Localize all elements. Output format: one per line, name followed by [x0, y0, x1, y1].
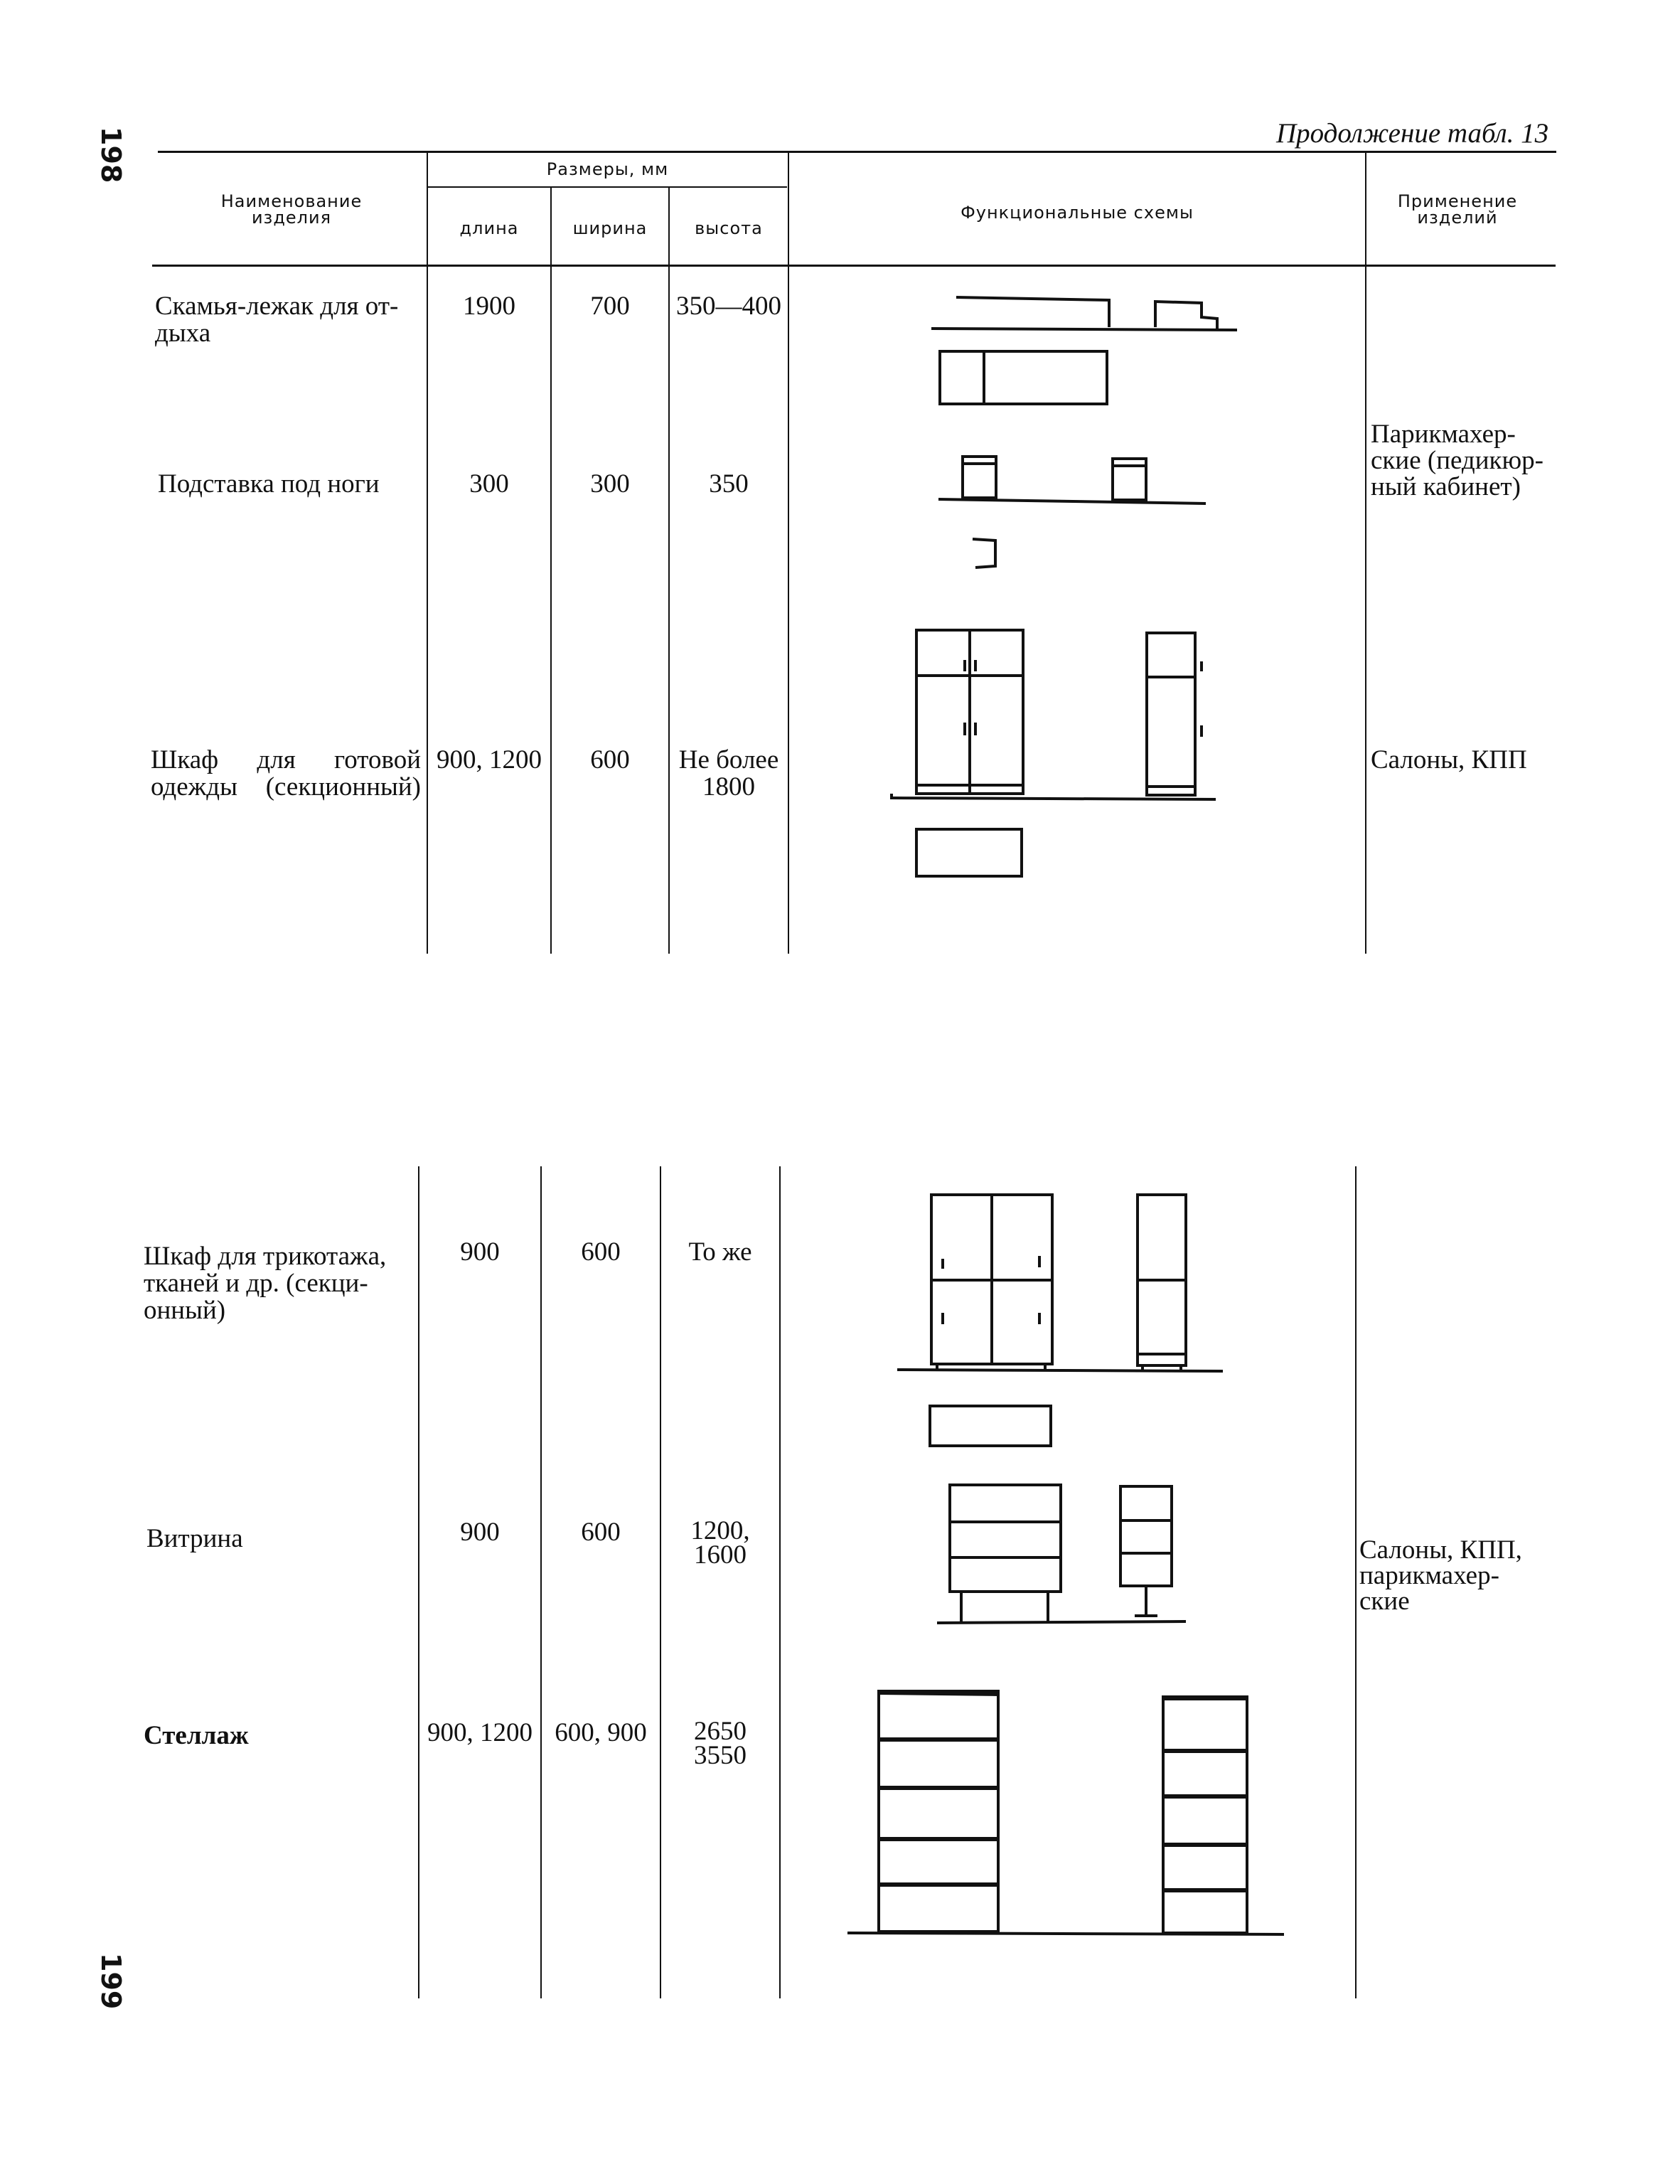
row-length: 900, 1200	[427, 1718, 533, 1747]
row-name: Витрина	[146, 1524, 243, 1553]
page-number-top: 198	[95, 127, 127, 183]
row-length: 1900	[463, 292, 515, 321]
row-length: 900, 1200	[437, 745, 542, 774]
row-name: Подставка под ноги	[158, 469, 380, 499]
knitwear-cabinet-scheme	[897, 1195, 1223, 1446]
row-length: 900	[460, 1518, 500, 1547]
row-height: 1200, 1600	[690, 1516, 750, 1570]
header-length: длина	[459, 218, 519, 238]
row-length: 900	[460, 1237, 500, 1267]
row-name: Скамья-лежак для от- дыха	[155, 292, 399, 348]
row-name: Шкаф для трикотажа, тканей и др. (секци- онный)	[144, 1242, 387, 1325]
row-height: То же	[688, 1237, 752, 1267]
usage-text: Салоны, КПП	[1371, 745, 1527, 774]
header-height: высота	[695, 218, 763, 238]
showcase-scheme	[937, 1485, 1186, 1623]
page-number-bottom: 199	[95, 1953, 127, 2010]
row-width: 700	[590, 292, 630, 321]
usage-text: Салоны, КПП, парикмахер- ские	[1359, 1535, 1522, 1616]
row-height: Не более 1800	[678, 745, 779, 801]
ready-clothes-cabinet-scheme	[892, 630, 1216, 876]
bench-scheme	[931, 297, 1237, 404]
header-name-col: Наименование изделия	[220, 191, 363, 228]
row-width: 600	[590, 745, 630, 774]
header-schemes: Функциональные схемы	[961, 203, 1194, 223]
row-height: 350—400	[676, 292, 781, 321]
row-width: 600, 900	[555, 1718, 647, 1747]
row-width: 600	[581, 1237, 621, 1267]
row-length: 300	[469, 469, 509, 499]
row-width: 300	[590, 469, 630, 499]
row-height: 350	[709, 469, 749, 499]
row-name: Стеллаж	[144, 1721, 249, 1750]
table-continuation-caption: Продолжение табл. 13	[1276, 118, 1549, 149]
usage-text: Парикмахер- ские (педикюр- ный кабинет)	[1371, 420, 1543, 501]
header-sizes-group: Размеры, мм	[546, 159, 669, 179]
foot-stool-scheme	[938, 457, 1206, 568]
row-name: Шкаф для готовой одежды (секционный)	[151, 745, 421, 801]
header-width: ширина	[572, 218, 648, 238]
row-width: 600	[581, 1518, 621, 1547]
shelving-scheme	[847, 1691, 1284, 1934]
header-usage: Применение изделий	[1397, 191, 1518, 228]
row-height: 2650 3550	[694, 1717, 747, 1770]
